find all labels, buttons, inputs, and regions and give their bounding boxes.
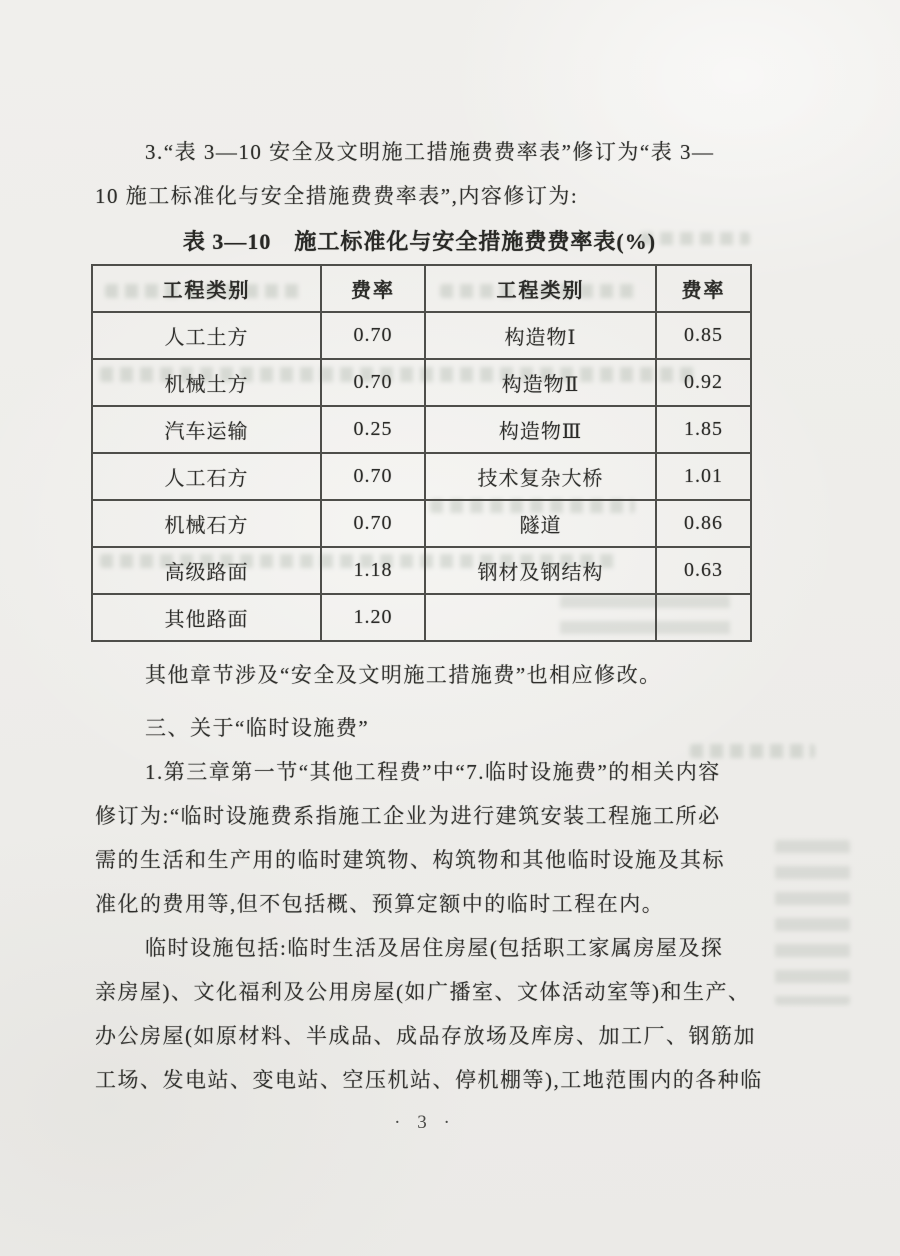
table-cell: 0.85 [656,312,751,359]
table-cell: 0.92 [656,359,751,406]
document-body [95,130,810,1102]
table-row [92,547,751,594]
table-cell: 0.63 [656,547,751,594]
table-cell: 其他路面 [92,594,321,641]
table-cell [425,594,656,641]
table-header-row [92,265,751,312]
table-caption: 表 3—10 施工标准化与安全措施费费率表(%) [182,229,657,254]
table-cell: 机械土方 [92,359,321,406]
table-cell: 人工土方 [92,312,321,359]
table-cell: 0.70 [321,359,425,406]
table-cell: 0.70 [321,500,425,547]
table-cell: 1.01 [656,453,751,500]
text-line: 需的生活和生产用的临时建筑物、构筑物和其他临时设施及其标 [95,848,725,872]
table-row [92,594,751,641]
table-cell: 技术复杂大桥 [425,453,656,500]
table-cell: 1.20 [321,594,425,641]
text-line: 临时设施包括:临时生活及居住房屋(包括职工家属房屋及探 [145,936,724,960]
table-cell: 0.25 [321,406,425,453]
table-row [92,453,751,500]
table-cell: 0.70 [321,312,425,359]
table-cell: 汽车运输 [92,406,321,453]
table-cell: 1.18 [321,547,425,594]
table-cell: 0.70 [321,453,425,500]
table-cell: 高级路面 [92,547,321,594]
after-table-text [95,653,810,1102]
table-row [92,406,751,453]
text-line: 3.“表 3—10 安全及文明施工措施费费率表”修订为“表 3— [145,140,715,164]
table-row [92,500,751,547]
table-row [92,312,751,359]
text-line: 亲房屋)、文化福利及公用房屋(如广播室、文体活动室等)和生产、 [95,980,751,1004]
table-row [92,359,751,406]
table-cell: 隧道 [425,500,656,547]
table-cell: 构造物Ⅱ [425,359,656,406]
section-heading: 三、关于“临时设施费” [145,716,370,740]
table-header-cell: 费率 [656,265,751,312]
table-cell: 构造物Ⅰ [425,312,656,359]
table-header-cell: 费率 [321,265,425,312]
text-line: 工场、发电站、变电站、空压机站、停机棚等),工地范围内的各种临 [95,1068,763,1092]
text-line: 1.第三章第一节“其他工程费”中“7.临时设施费”的相关内容 [145,760,721,784]
table-cell: 构造物Ⅲ [425,406,656,453]
table-cell: 0.86 [656,500,751,547]
text-line: 修订为:“临时设施费系指施工企业为进行建筑安装工程施工所必 [95,804,721,828]
text-line: 办公房屋(如原材料、半成品、成品存放场及库房、加工厂、钢筋加 [95,1024,756,1048]
table-header-cell: 工程类别 [425,265,656,312]
table-cell: 钢材及钢结构 [425,547,656,594]
table-header-cell: 工程类别 [92,265,321,312]
text-line: 10 施工标准化与安全措施费费率表”,内容修订为: [95,184,579,208]
text-line: 准化的费用等,但不包括概、预算定额中的临时工程在内。 [95,892,665,916]
table-cell [656,594,751,641]
table-cell: 1.85 [656,406,751,453]
text-line: 其他章节涉及“安全及文明施工措施费”也相应修改。 [145,663,662,687]
fee-rate-table [91,264,752,642]
table-cell: 机械石方 [92,500,321,547]
table-cell: 人工石方 [92,453,321,500]
page-number: · 3 · [394,1112,456,1133]
